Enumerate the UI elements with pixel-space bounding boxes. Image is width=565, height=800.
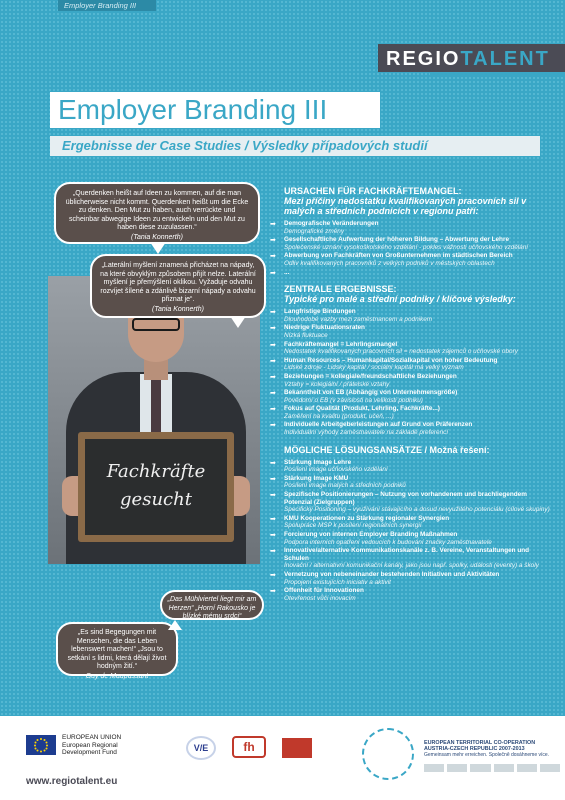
subtitle-bar bbox=[50, 136, 540, 156]
section-causes bbox=[268, 186, 550, 276]
results-column bbox=[268, 186, 550, 610]
quote-text-2: „Laterální myšlení znamená přicházet na nápady, na které obvyklým způsobem přijít nelze. Laterální myšlení je přemýšlení oklikou. Vyžaduje odvahu rozvíjet šílené a zdánlivě bizarní nápady a odvahu přiznat je“. bbox=[100, 262, 256, 304]
quote-text-1: „Querdenken heißt auf Ideen zu kommen, auf die man üblicherweise nicht kommt. Querdenken heißt um die Ecke zu denken. Den Mut zu haben, auch verrückte und scheinbar abwegige Ideen zu entwickeln und den Mut zu haben diese zuzulassen.“ bbox=[65, 190, 249, 232]
partner-logo bbox=[517, 764, 537, 772]
eu-stars-icon bbox=[26, 735, 56, 755]
quote-bubble-2 bbox=[90, 254, 266, 318]
arrow-right-icon: ➡ bbox=[270, 492, 276, 500]
arrow-right-icon: ➡ bbox=[270, 237, 276, 245]
fh-logo: fh bbox=[232, 736, 266, 758]
list-item: ➡ Bekanntheit von EB (Abhängig von Unternehmensgröße) Povědomí o EB (v závislosti na velikosti podniku) bbox=[270, 389, 458, 404]
page-title: Employer Branding III bbox=[58, 94, 328, 125]
brand-underline bbox=[430, 72, 565, 75]
list-item: ➡ Spezifische Positionierungen – Nutzung von vorhandenem und brachliegendem Potenzial (Zielgruppen) Specifický Positioning – využívání stávajícího a dosud nevyužitého potenciálu (cílové skupiny) bbox=[270, 491, 550, 514]
section-solutions bbox=[268, 445, 550, 603]
ve-logo: V/E bbox=[186, 736, 216, 760]
arrow-right-icon: ➡ bbox=[270, 532, 276, 539]
list-item: ➡ Langfristige Bindungen Dlouhodobé vazby mezi zaměstnancem a podnikem bbox=[270, 308, 433, 323]
list-item: ➡ Niedrige Fluktuationsraten Nízká fluktuace bbox=[270, 324, 365, 339]
arrow-right-icon: ➡ bbox=[270, 253, 276, 261]
list-item: ➡ Vernetzung von nebeneinander bestehenden Initiativen und Aktivitäten Propojení existujících iniciativ a aktivit bbox=[270, 570, 500, 586]
list-item: ➡ Individuelle Arbeitgeberleistungen auf Grund von Präferenzen Individuální výhody zaměstnavatele na základě preferencí bbox=[270, 421, 473, 437]
causes-list bbox=[268, 220, 550, 276]
page-subtitle: Ergebnisse der Case Studies / Výsledky případových studií bbox=[62, 138, 428, 153]
section-causes-heading: URSACHEN FÜR FACHKRÄFTEMANGEL: bbox=[284, 186, 462, 196]
list-item: ➡ Human Resources – Humankapital/Sozialkapital von hoher Bedeutung Lidské zdroje - Lidský kapitál / sociální kapitál má velký význam bbox=[270, 356, 498, 372]
chalk-line-2: gesucht bbox=[120, 489, 192, 510]
top-tab: Employer Branding III bbox=[58, 0, 156, 11]
list-item: ➡ Beziehungen = kollegiale/freundschaftliche Beziehungen Vztahy = kolegiální / přátelské vztahy bbox=[270, 372, 457, 388]
section-results-subheading: Typické pro malé a střední podniky / klíčové výsledky: bbox=[284, 294, 516, 305]
arrow-right-icon: ➡ bbox=[270, 475, 276, 483]
arrow-right-icon: ➡ bbox=[270, 325, 276, 333]
arrow-right-icon: ➡ bbox=[270, 269, 276, 277]
solutions-list bbox=[268, 459, 550, 603]
arrow-right-icon: ➡ bbox=[270, 588, 276, 596]
quote-bubble-1 bbox=[54, 182, 260, 244]
section-causes-subheading: Mezi příčiny nedostatku kvalifikovaných pracovních sil v malých a středních podnicích v regionu patří: bbox=[284, 196, 527, 216]
arrow-right-icon: ➡ bbox=[270, 515, 276, 523]
arrow-right-icon: ➡ bbox=[270, 390, 276, 398]
quote-text-4: „Es sind Begegungen mit Menschen, die das Leben lebenswert machen!“ „Jsou to setkání s lidmi, která dělají život hodným žití.“ bbox=[67, 629, 167, 671]
list-item: ➡ Abwerbung von Fachkräften von Großunternehmen im städtischen Bereich Odliv kvalifikovaných pracovníků z velkých podniků v městských oblastech bbox=[270, 252, 513, 267]
arrow-right-icon: ➡ bbox=[270, 571, 276, 579]
partner-logo bbox=[447, 764, 467, 772]
quote-bubble-3 bbox=[160, 590, 264, 620]
website-link[interactable]: www.regiotalent.eu bbox=[26, 776, 118, 787]
list-item: ➡ KMU Kooperationen zu Stärkung regionaler Synergien Spolupráce MSP k posílení regionálních synergií bbox=[270, 514, 450, 530]
list-item: ➡ Gesellschaftliche Aufwertung der höheren Bildung – Abwertung der Lehre Společenské uznání vysokoškolského vzdělání - pokles vážnosti učňovského vzdělání bbox=[270, 236, 529, 251]
brand-part1: REGIO bbox=[386, 48, 461, 70]
list-item: ➡ Forcierung von internen Employer Branding Maßnahmen Podpora interních opatření vedoucích k budování značky zaměstnavatele bbox=[270, 531, 492, 546]
section-results-heading: ZENTRALE ERGEBNISSE: bbox=[284, 284, 397, 295]
quote-author-1: (Tania Konnerth) bbox=[131, 233, 183, 241]
arrow-right-icon: ➡ bbox=[270, 341, 276, 349]
arrow-right-icon: ➡ bbox=[270, 422, 276, 430]
list-item: ➡ Innovative/alternative Kommunikationskanäle z. B. Vereine, Veranstaltungen und Schulen Inovační / alternativní komunikační kanály, jako jsou např. spolky, události (eventy) a školy bbox=[270, 547, 539, 570]
list-item: ➡ Fokus auf Qualität (Produkt, Lehrling, Fachkräfte...) Zaměření na kvalitu (produkt, učeň, ...) bbox=[270, 405, 440, 420]
portrait-photo bbox=[48, 276, 260, 564]
list-item: ➡ Stärkung Image KMU Posílení image malých a středních podniků bbox=[270, 474, 406, 490]
brand-logo bbox=[378, 44, 565, 72]
partner-logo bbox=[470, 764, 490, 772]
arrow-right-icon: ➡ bbox=[270, 309, 276, 317]
quote-author-4: Guy de Maupassant bbox=[85, 672, 149, 680]
list-item: ➡ Demografische Veränderungen Demografické změny bbox=[270, 220, 379, 235]
arrow-right-icon: ➡ bbox=[270, 548, 276, 556]
list-item: ➡ Stärkung Image Lehre Posílení image učňovského vzdělání bbox=[270, 458, 388, 474]
land-logo bbox=[282, 738, 312, 758]
eu-flag-icon bbox=[26, 735, 56, 755]
footer bbox=[0, 716, 565, 800]
chalkboard-sign bbox=[78, 432, 234, 542]
glasses-icon bbox=[132, 318, 180, 331]
partner-logo bbox=[540, 764, 560, 772]
section-solutions-heading: MÖGLICHE LÖSUNGSANSÄTZE / Možná řešení: bbox=[284, 444, 490, 455]
arrow-right-icon: ➡ bbox=[270, 459, 276, 467]
chalk-line-1: Fachkräfte bbox=[106, 461, 206, 482]
list-item: ➡ ... bbox=[270, 268, 290, 277]
quote-text-3: „Das Mühlviertel liegt mir am Herzen“ „Horní Rakousko je blízké mému srdci“ bbox=[167, 596, 257, 621]
partner-logo bbox=[424, 764, 444, 772]
quote-bubble-4 bbox=[56, 622, 178, 680]
brand-wordmark bbox=[386, 49, 550, 69]
section-results bbox=[268, 284, 550, 437]
arrow-right-icon: ➡ bbox=[270, 221, 276, 228]
list-item: ➡ Offenheit für Innovationen Otevřenost vůči inovacím bbox=[270, 587, 364, 602]
title-box bbox=[50, 92, 380, 128]
results-list bbox=[268, 308, 550, 437]
brand-part2: TALENT bbox=[460, 48, 550, 70]
arrow-right-icon: ➡ bbox=[270, 357, 276, 365]
list-item: ➡ Fachkräftemangel = Lehrlingsmangel Nedostatek kvalifikovaných pracovních sil = nedostatek zájemců o učňovské obory bbox=[270, 340, 518, 356]
quote-author-2: (Tania Konnerth) bbox=[152, 305, 204, 313]
cooperation-seal-icon bbox=[362, 728, 414, 780]
etc-text: EUROPEAN TERRITORIAL CO-OPERATION AUSTRIA-CZECH REPUBLIC 2007-2013 Gemeinsam mehr erreichen. Společně dosáhneme více. bbox=[424, 740, 550, 758]
arrow-right-icon: ➡ bbox=[270, 406, 276, 414]
partner-logos bbox=[424, 764, 560, 774]
partner-logo bbox=[494, 764, 514, 772]
eu-text: EUROPEAN UNION European Regional Development Fund bbox=[62, 734, 122, 756]
arrow-right-icon: ➡ bbox=[270, 373, 276, 381]
